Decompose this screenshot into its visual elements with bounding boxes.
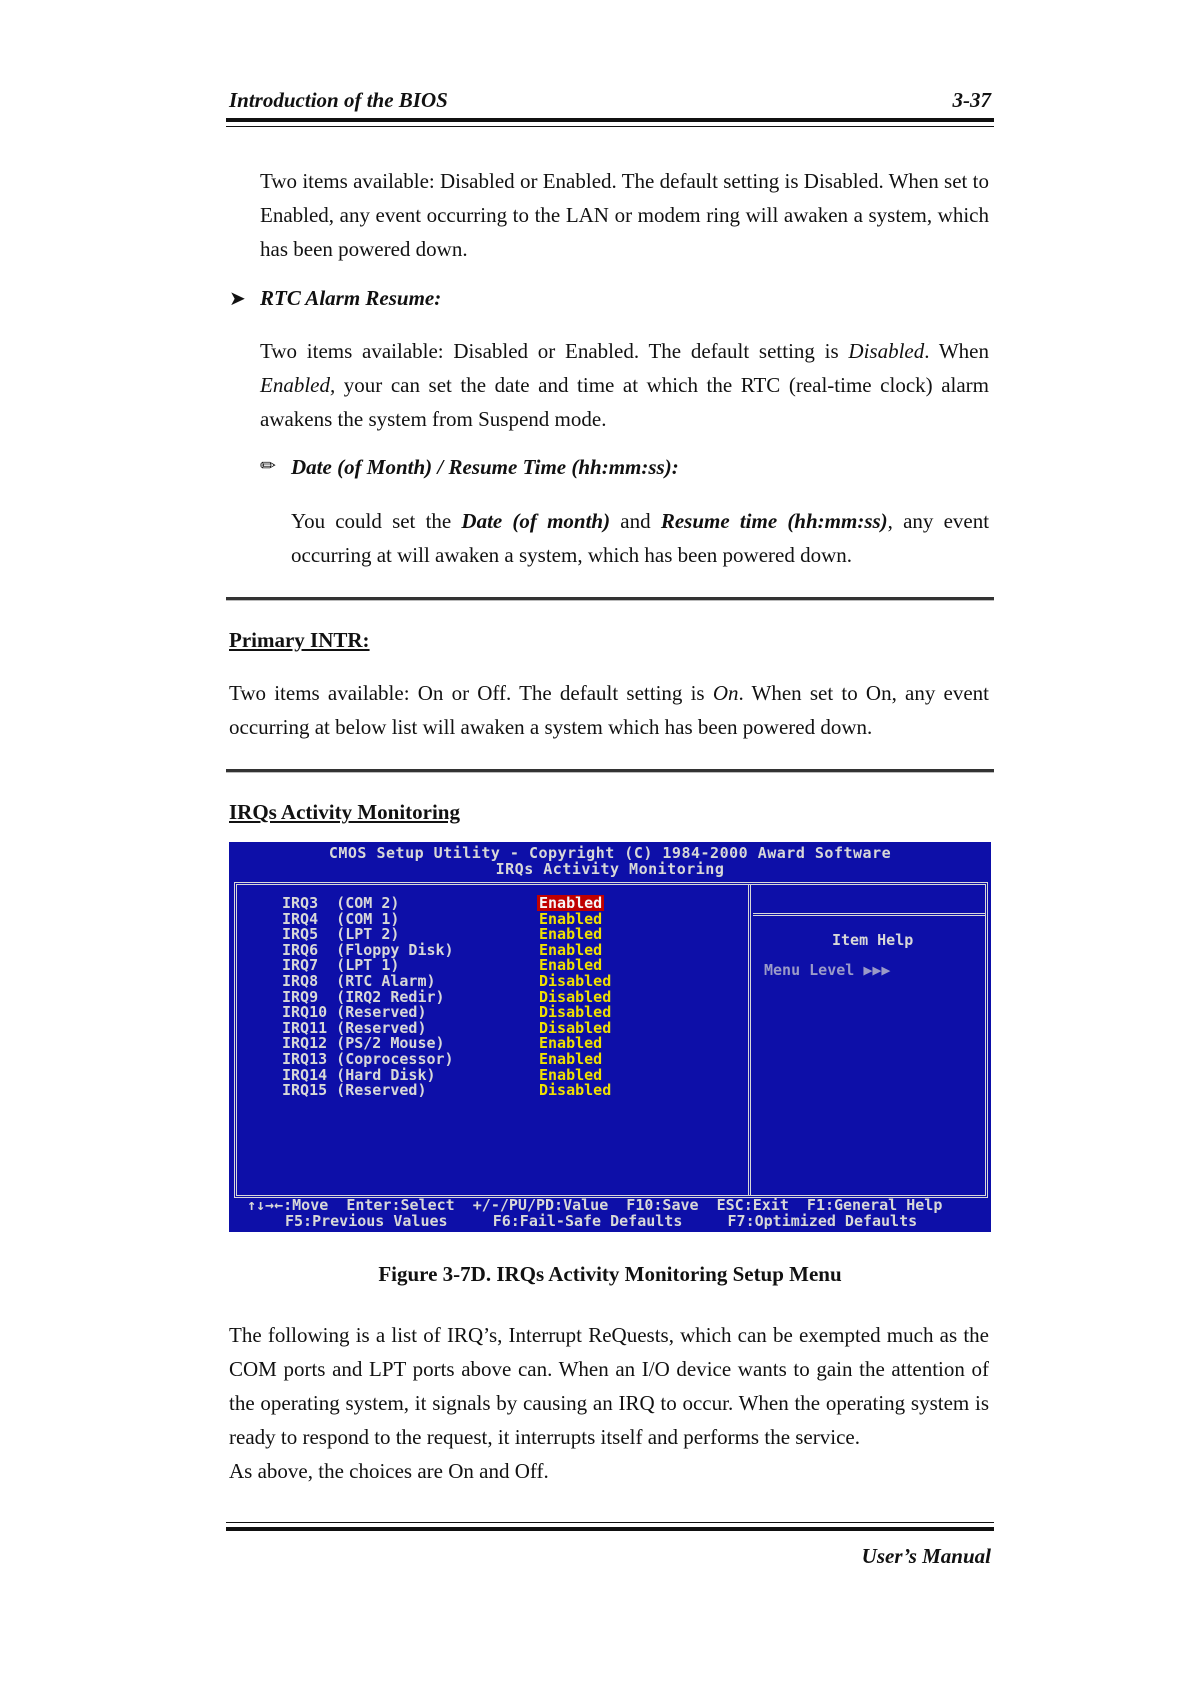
rtc-paragraph — [260, 334, 989, 436]
bios-item-value[interactable]: Disabled — [539, 1081, 612, 1100]
rtc-enabled: Enabled, — [260, 373, 336, 397]
rtc-heading: RTC Alarm Resume: — [260, 286, 442, 310]
header-title: Introduction of the BIOS — [229, 88, 448, 112]
bios-item-label[interactable]: IRQ12 (PS/2 Mouse) — [282, 1034, 445, 1053]
bios-item-value[interactable]: Enabled — [539, 909, 603, 928]
primary-intr-title: Primary INTR: — [229, 628, 370, 652]
date-field: Date (of month) — [461, 509, 611, 533]
date-text-a: You could set the — [291, 509, 452, 533]
bios-screen — [229, 842, 991, 1232]
intro-paragraph: Two items available: Disabled or Enabled. The default setting is Disabled. When set to Enabled, any event occurring to the LAN or modem ring will awaken a system, which has been powered down. — [260, 169, 989, 261]
footer-label: User’s Manual — [861, 1544, 991, 1568]
bios-item-value[interactable]: Disabled — [539, 1018, 612, 1037]
bios-item-value[interactable]: Disabled — [539, 1003, 612, 1022]
pencil-icon: ✏ — [260, 456, 276, 477]
primary-default: On — [712, 681, 739, 705]
date-and: and — [620, 509, 651, 533]
bios-item-label[interactable]: IRQ6 (Floppy Disk) — [282, 940, 454, 959]
bios-footer-1: ↑↓→←:Move Enter:Select +/-/PU/PD:Value F10:Save ESC:Exit F1:General Help — [247, 1196, 943, 1214]
bios-item-label[interactable]: IRQ9 (IRQ2 Redir) — [282, 987, 445, 1006]
bios-item-value[interactable]: Enabled — [539, 1065, 603, 1084]
section-divider-2 — [226, 769, 994, 772]
header-rule — [226, 118, 994, 122]
rtc-text-a: Two items available: Disabled or Enabled. The default setting is — [260, 339, 839, 363]
rtc-text-c: your can set the date and time at which the RTC (real-time clock) alarm awakens the system from Suspend mode. — [260, 373, 989, 431]
bios-item-value[interactable]: Enabled — [539, 1050, 603, 1068]
irq-section-title: IRQs Activity Monitoring — [229, 800, 460, 824]
rtc-text-b: . When — [924, 339, 989, 363]
body-paragraph-2: As above, the choices are On and Off. — [229, 1459, 549, 1483]
footer-rule — [226, 1527, 994, 1531]
bios-item-value[interactable]: Enabled — [539, 1034, 603, 1053]
bios-item-value[interactable]: Disabled — [539, 987, 612, 1006]
header-rule-thin — [226, 126, 994, 127]
bios-item-value[interactable]: Enabled — [539, 925, 603, 944]
bios-item-label[interactable]: IRQ13 (Coprocessor) — [282, 1050, 454, 1068]
bios-item-value[interactable]: Disabled — [539, 972, 612, 990]
bios-help-rule — [753, 913, 985, 916]
bios-item-label[interactable]: IRQ3 (COM 2) — [282, 894, 400, 912]
bios-footer-2: F5:Previous Values F6:Fail-Safe Defaults F7:Optimized Defaults — [285, 1212, 918, 1230]
bios-subtitle: IRQs Activity Monitoring — [495, 860, 725, 878]
date-paragraph — [291, 504, 989, 572]
date-heading: Date (of Month) / Resume Time (hh:mm:ss): — [291, 455, 679, 479]
primary-text-b: . When set to On, any event occurring at below list will awaken a system which has been powered down. — [229, 681, 990, 739]
bios-title: CMOS Setup Utility - Copyright (C) 1984-2000 Award Software — [328, 844, 892, 862]
primary-paragraph — [229, 676, 989, 744]
bios-item-value[interactable]: Enabled — [539, 940, 603, 959]
bios-item-label[interactable]: IRQ11 (Reserved) — [282, 1018, 427, 1037]
bios-item-value[interactable]: Enabled — [539, 894, 603, 912]
bios-frame — [234, 882, 988, 1198]
primary-text-a: Two items available: On or Off. The default setting is — [229, 681, 705, 705]
bios-item-label[interactable]: IRQ4 (COM 1) — [282, 909, 400, 928]
date-text-c: , any event occurring at will awaken a system, which has been powered down. — [291, 509, 990, 567]
bios-item-value[interactable]: Enabled — [539, 956, 603, 975]
menu-level: Menu Level ▶▶▶ — [764, 961, 891, 979]
footer-rule-thin — [226, 1522, 994, 1523]
bios-divider — [748, 885, 754, 1195]
bios-item-label[interactable]: IRQ5 (LPT 2) — [282, 925, 400, 944]
body-paragraph: The following is a list of IRQ’s, Interrupt ReQuests, which can be exempted much as the COM ports and LPT ports above can. When an I/O device wants to gain the attention of the operating system, it signals by causing an IRQ to occur. When the operating system is ready to respond to the request, it interrupts itself and performs the service. — [229, 1323, 989, 1449]
arrow-bullet-icon: ➤ — [229, 288, 246, 310]
section-divider — [226, 597, 994, 600]
item-help-title: Item Help — [832, 931, 914, 949]
page-header — [229, 88, 991, 113]
rtc-default: Disabled — [848, 339, 925, 363]
bios-item-label[interactable]: IRQ8 (RTC Alarm) — [282, 972, 436, 990]
bios-item-label[interactable]: IRQ15 (Reserved) — [282, 1081, 427, 1100]
page-number: 3-37 — [952, 88, 991, 112]
bios-item-label[interactable]: IRQ14 (Hard Disk) — [282, 1065, 436, 1084]
bios-item-label[interactable]: IRQ7 (LPT 1) — [282, 956, 400, 975]
bios-item-label[interactable]: IRQ10 (Reserved) — [282, 1003, 427, 1022]
figure-caption: Figure 3-7D. IRQs Activity Monitoring Setup Menu — [378, 1262, 842, 1286]
resume-field: Resume time (hh:mm:ss) — [660, 509, 888, 533]
